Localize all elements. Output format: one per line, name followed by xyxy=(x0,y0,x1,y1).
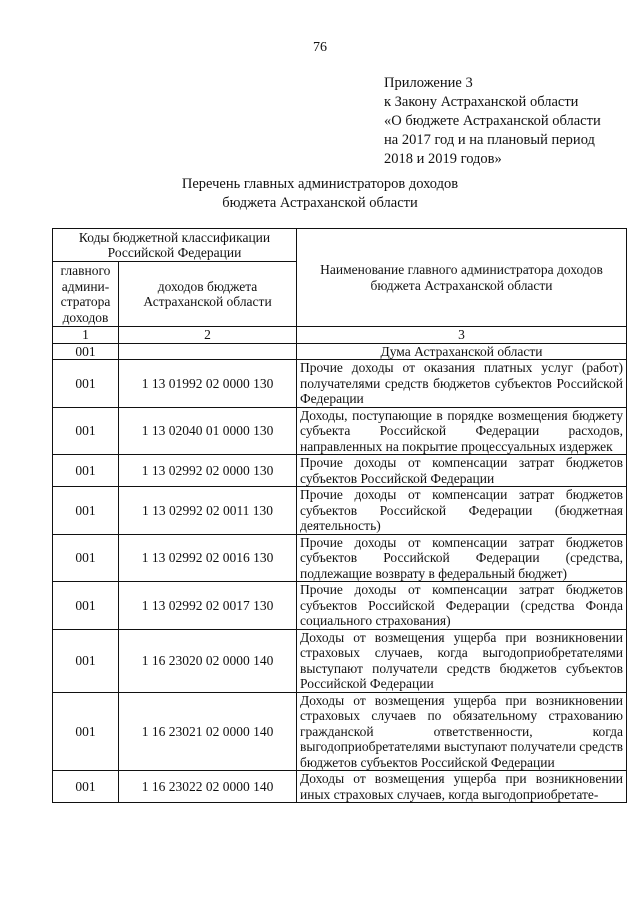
revenue-description-cell: Доходы от возмещения ущерба при возникновении иных страховых случаев, когда выгодоприобретате- xyxy=(297,771,627,803)
revenue-code-cell: 1 16 23022 02 0000 140 xyxy=(119,771,297,803)
revenue-code-cell: 1 13 02992 02 0016 130 xyxy=(119,534,297,582)
revenue-description-cell: Доходы от возмещения ущерба при возникновении страховых случаев по обязательному страхованию гражданской ответственности, когда выгодоприобретателями выступают получатели средств бюджетов субъектов Российской Федерации xyxy=(297,692,627,771)
appendix-line: «О бюджете Астраханской области xyxy=(384,113,601,129)
table-row xyxy=(53,455,627,487)
admin-code-cell: 001 xyxy=(53,407,119,455)
table-row xyxy=(53,629,627,692)
admin-code-cell: 001 xyxy=(53,692,119,771)
header-budget-codes: Коды бюджетной классификации Российской Федерации xyxy=(53,229,297,262)
revenue-description-cell: Прочие доходы от компенсации затрат бюджетов субъектов Российской Федерации xyxy=(297,455,627,487)
document-title-line: Перечень главных администраторов доходов xyxy=(181,176,459,192)
revenue-code-cell: 1 13 01992 02 0000 130 xyxy=(119,360,297,408)
revenue-code-cell: 1 13 02992 02 0000 130 xyxy=(119,455,297,487)
appendix-line: к Закону Астраханской области xyxy=(384,94,579,110)
appendix-line: 2018 и 2019 годов» xyxy=(384,151,502,167)
revenue-description-cell: Прочие доходы от компенсации затрат бюджетов субъектов Российской Федерации (бюджетная деятельность) xyxy=(297,487,627,535)
column-number: 1 xyxy=(53,327,119,344)
appendix-reference xyxy=(384,74,634,169)
admin-code-cell: 001 xyxy=(53,455,119,487)
revenue-description-cell: Доходы, поступающие в порядке возмещения бюджету субъекта Российской Федерации расходов, направленных на покрытие процессуальных издержек xyxy=(297,407,627,455)
appendix-line: на 2017 год и на плановый период xyxy=(384,132,595,148)
table-row xyxy=(53,343,627,360)
revenue-code-cell: 1 16 23020 02 0000 140 xyxy=(119,629,297,692)
admin-code-cell: 001 xyxy=(53,771,119,803)
column-numbers-row xyxy=(53,327,627,344)
revenue-administrators-table xyxy=(52,228,627,803)
admin-code-cell: 001 xyxy=(53,343,119,360)
admin-code-cell: 001 xyxy=(53,487,119,535)
table-row xyxy=(53,407,627,455)
column-number: 2 xyxy=(119,327,297,344)
header-revenue-code: доходов бюджета Астраханской области xyxy=(119,262,297,327)
table-row xyxy=(53,360,627,408)
table-row xyxy=(53,692,627,771)
header-administrator-name: Наименование главного администратора доходов бюджета Астраханской области xyxy=(297,229,627,327)
document-title-line: бюджета Астраханской области xyxy=(222,195,418,211)
administrator-name-cell: Дума Астраханской области xyxy=(297,343,627,360)
admin-code-cell: 001 xyxy=(53,534,119,582)
appendix-line: Приложение 3 xyxy=(384,75,473,91)
revenue-code-cell xyxy=(119,343,297,360)
table-row xyxy=(53,771,627,803)
document-title xyxy=(0,175,640,213)
revenue-code-cell: 1 13 02040 01 0000 130 xyxy=(119,407,297,455)
column-number: 3 xyxy=(297,327,627,344)
revenue-description-cell: Прочие доходы от компенсации затрат бюджетов субъектов Российской Федерации (средства Фонда социального страхования) xyxy=(297,582,627,630)
table-row xyxy=(53,487,627,535)
revenue-description-cell: Прочие доходы от компенсации затрат бюджетов субъектов Российской Федерации (средства, подлежащие возврату в федеральный бюджет) xyxy=(297,534,627,582)
admin-code-cell: 001 xyxy=(53,360,119,408)
revenue-description-cell: Доходы от возмещения ущерба при возникновении страховых случаев, когда выгодоприобретателями выступают получатели средств бюджетов субъектов Российской Федерации xyxy=(297,629,627,692)
table-row xyxy=(53,534,627,582)
revenue-code-cell: 1 13 02992 02 0017 130 xyxy=(119,582,297,630)
admin-code-cell: 001 xyxy=(53,629,119,692)
header-chief-administrator: главного админи-стратора доходов xyxy=(53,262,119,327)
revenue-code-cell: 1 16 23021 02 0000 140 xyxy=(119,692,297,771)
admin-code-cell: 001 xyxy=(53,582,119,630)
page-number: 76 xyxy=(313,40,327,55)
revenue-description-cell: Прочие доходы от оказания платных услуг (работ) получателями средств бюджетов субъектов Российской Федерации xyxy=(297,360,627,408)
table-row xyxy=(53,582,627,630)
revenue-code-cell: 1 13 02992 02 0011 130 xyxy=(119,487,297,535)
